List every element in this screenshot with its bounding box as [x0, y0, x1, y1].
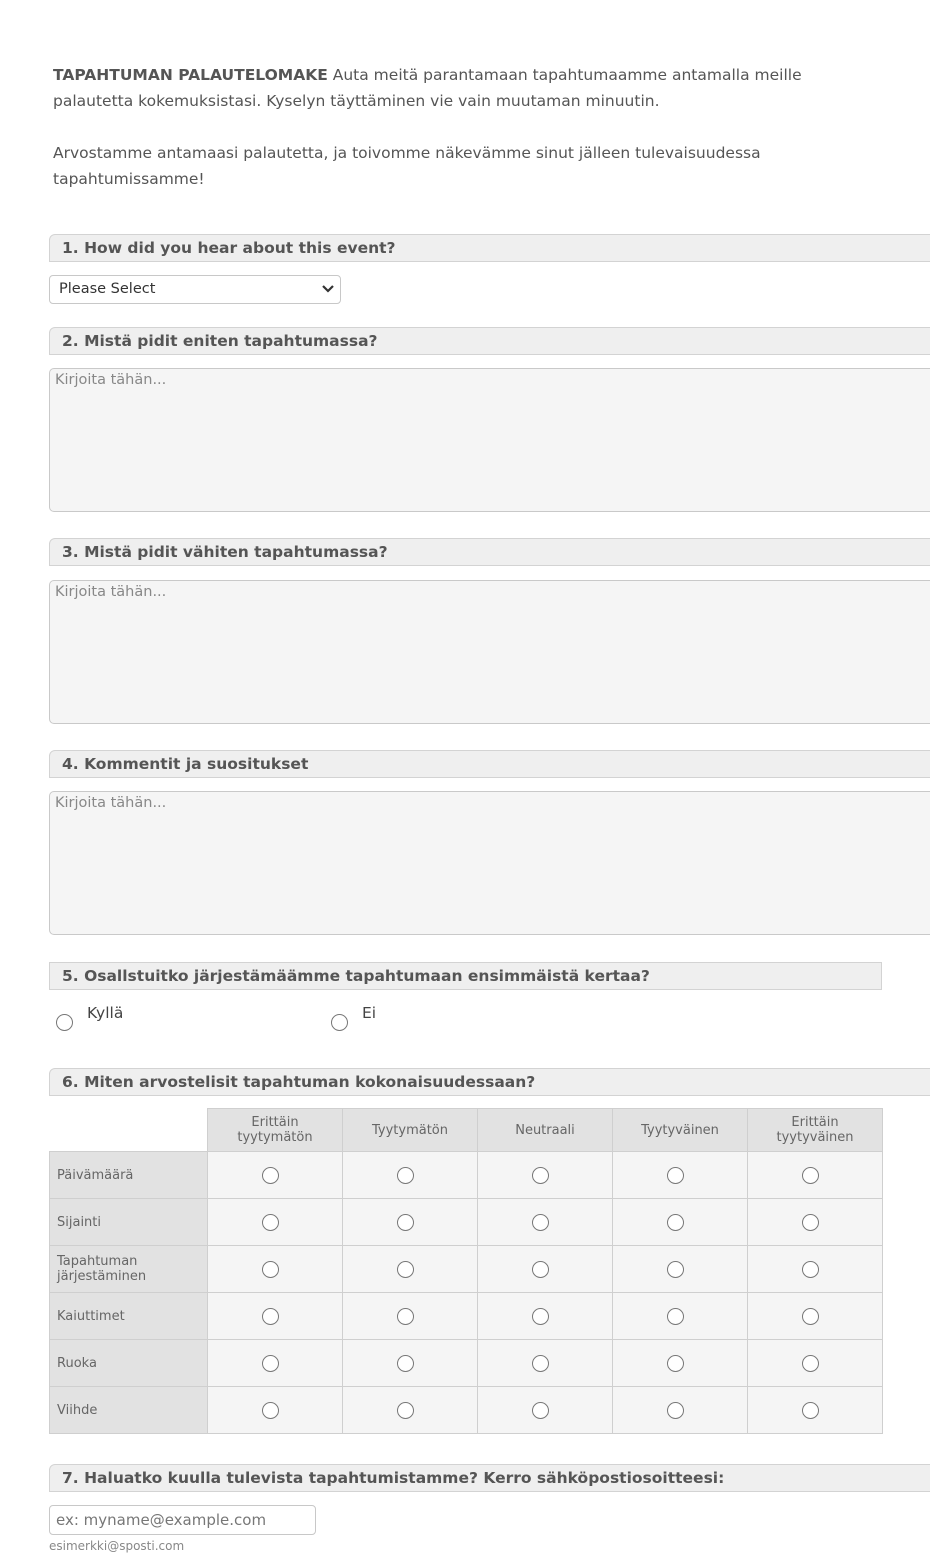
liked-least-textarea[interactable]: Kirjoita tähän...	[49, 580, 930, 724]
intro-lead: Auta meitä parantamaan tapahtumaamme antamalla meille palautetta kokemuksistasi. Kyselyn täyttäminen vie vain muutaman minuutin.	[53, 66, 802, 110]
email-field[interactable]: ex: myname@example.com	[49, 1505, 316, 1535]
radio-no-label: Ei	[362, 1004, 377, 1022]
rating-radio[interactable]	[532, 1355, 549, 1372]
column-very-dissatisfied: Erittäin tyytymätön	[208, 1109, 343, 1152]
row-label: Sijainti	[50, 1199, 208, 1246]
rating-radio[interactable]	[262, 1261, 279, 1278]
rating-radio[interactable]	[262, 1167, 279, 1184]
rating-radio[interactable]	[667, 1214, 684, 1231]
rating-radio[interactable]	[532, 1261, 549, 1278]
rating-radio[interactable]	[802, 1402, 819, 1419]
rating-radio[interactable]	[802, 1261, 819, 1278]
rating-radio[interactable]	[667, 1261, 684, 1278]
question-6-label: 6. Miten arvostelisit tapahtuman kokonaisuudessaan?	[49, 1068, 930, 1096]
row-label: Ruoka	[50, 1340, 208, 1387]
intro-paragraph	[53, 62, 853, 114]
email-sublabel: esimerkki@sposti.com	[49, 1539, 185, 1553]
rating-radio[interactable]	[532, 1214, 549, 1231]
radio-yes[interactable]	[56, 1014, 73, 1031]
column-satisfied: Tyytyväinen	[613, 1109, 748, 1152]
form-intro	[53, 62, 853, 218]
liked-most-textarea[interactable]: Kirjoita tähän...	[49, 368, 930, 512]
rating-radio[interactable]	[667, 1308, 684, 1325]
rating-radio[interactable]	[667, 1402, 684, 1419]
rating-radio[interactable]	[802, 1167, 819, 1184]
rating-radio[interactable]	[667, 1355, 684, 1372]
rating-radio[interactable]	[532, 1167, 549, 1184]
matrix-row-organization	[50, 1246, 883, 1293]
chevron-down-icon	[322, 284, 334, 294]
matrix-row-entertainment	[50, 1387, 883, 1434]
rating-radio[interactable]	[262, 1214, 279, 1231]
rating-matrix	[49, 1108, 883, 1434]
rating-radio[interactable]	[397, 1214, 414, 1231]
intro-closing: Arvostamme antamaasi palautetta, ja toivomme näkevämme sinut jälleen tulevaisuudessa tapahtumissamme!	[53, 144, 761, 188]
matrix-header-row	[50, 1109, 883, 1152]
question-3-label: 3. Mistä pidit vähiten tapahtumassa?	[49, 538, 930, 566]
column-neutral: Neutraali	[478, 1109, 613, 1152]
rating-radio[interactable]	[397, 1308, 414, 1325]
rating-radio[interactable]	[532, 1402, 549, 1419]
column-very-satisfied: Erittäin tyytyväinen	[748, 1109, 883, 1152]
matrix-corner	[50, 1109, 208, 1152]
rating-radio[interactable]	[397, 1402, 414, 1419]
matrix-row-speakers	[50, 1293, 883, 1340]
rating-radio[interactable]	[262, 1402, 279, 1419]
matrix-row-location	[50, 1199, 883, 1246]
question-4-label: 4. Kommentit ja suositukset	[49, 750, 930, 778]
hear-about-select[interactable]	[49, 275, 341, 304]
rating-radio[interactable]	[397, 1261, 414, 1278]
matrix-row-date	[50, 1152, 883, 1199]
rating-radio[interactable]	[802, 1355, 819, 1372]
radio-no[interactable]	[331, 1014, 348, 1031]
rating-radio[interactable]	[262, 1308, 279, 1325]
question-7-label: 7. Haluatko kuulla tulevista tapahtumistamme? Kerro sähköpostiosoitteesi:	[49, 1464, 930, 1492]
rating-radio[interactable]	[802, 1308, 819, 1325]
rating-radio[interactable]	[397, 1355, 414, 1372]
row-label: Päivämäärä	[50, 1152, 208, 1199]
radio-yes-label: Kyllä	[87, 1004, 124, 1022]
row-label: Kaiuttimet	[50, 1293, 208, 1340]
row-label: Viihde	[50, 1387, 208, 1434]
row-label: Tapahtuman järjestäminen	[50, 1246, 208, 1293]
matrix-row-food	[50, 1340, 883, 1387]
column-dissatisfied: Tyytymätön	[343, 1109, 478, 1152]
select-value: Please Select	[59, 281, 156, 297]
rating-radio[interactable]	[532, 1308, 549, 1325]
question-5-label: 5. Osallstuitko järjestämäämme tapahtumaan ensimmäistä kertaa?	[49, 962, 882, 990]
comments-textarea[interactable]: Kirjoita tähän...	[49, 791, 930, 935]
rating-radio[interactable]	[397, 1167, 414, 1184]
form-title: TAPAHTUMAN PALAUTELOMAKE	[53, 66, 328, 84]
rating-radio[interactable]	[262, 1355, 279, 1372]
question-2-label: 2. Mistä pidit eniten tapahtumassa?	[49, 327, 930, 355]
rating-radio[interactable]	[667, 1167, 684, 1184]
question-1-label: 1. How did you hear about this event?	[49, 234, 930, 262]
rating-radio[interactable]	[802, 1214, 819, 1231]
